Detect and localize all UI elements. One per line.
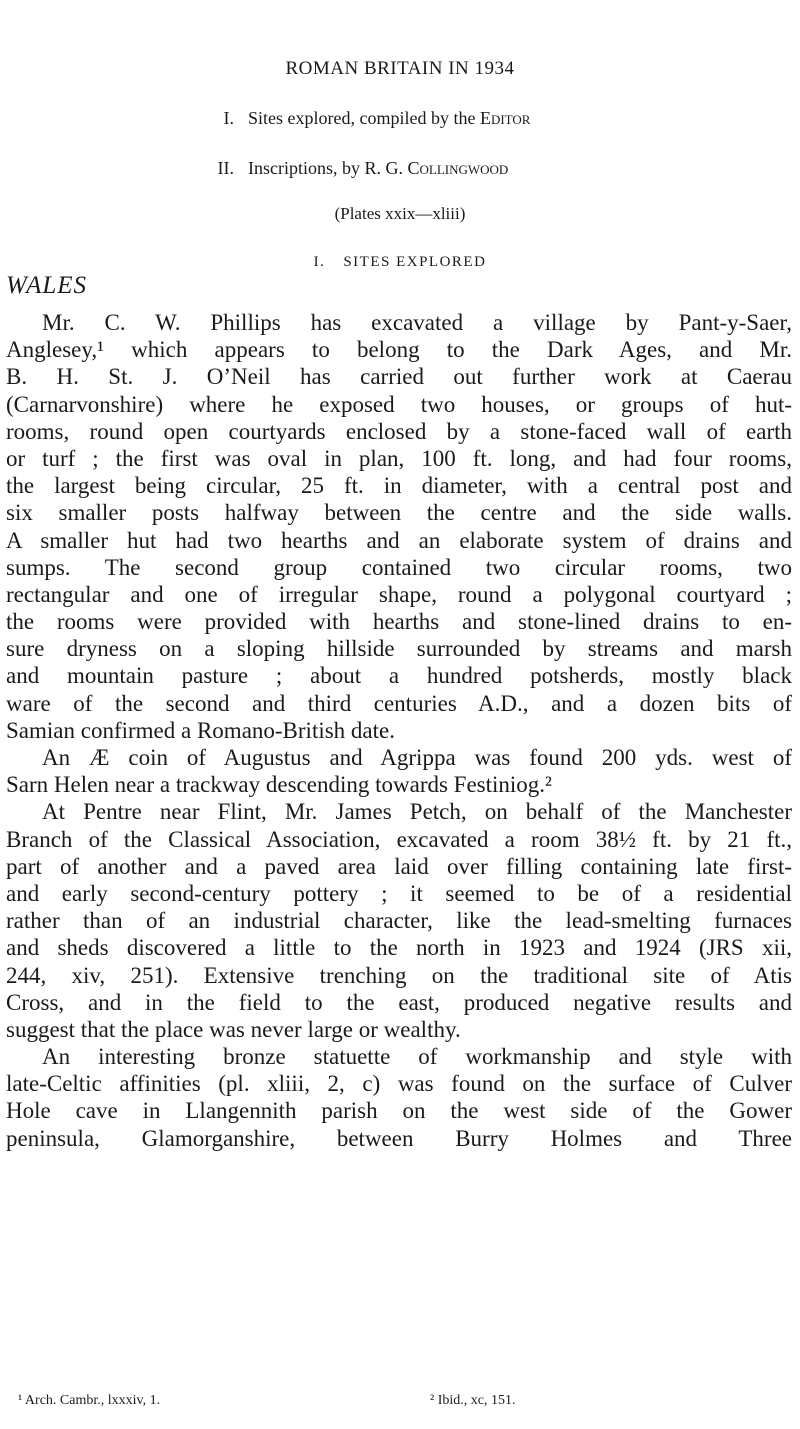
text-line: B. H. St. J. O’Neil has carried out further work at Caerau bbox=[6, 364, 792, 390]
page-title: ROMAN BRITAIN IN 1934 bbox=[285, 58, 515, 79]
contents-entry-number: I. bbox=[223, 108, 234, 128]
contents-entry-text: Sites explored, compiled by the bbox=[248, 108, 480, 128]
text-line: peninsula, Glamorganshire, between Burry Holmes and Three bbox=[6, 1125, 792, 1151]
text-line: A smaller hut had two hearths and an elaborate system of drains and bbox=[6, 527, 792, 553]
text-line: Anglesey,¹ which appears to belong to the Dark Ages, and Mr. bbox=[6, 337, 792, 363]
section-heading bbox=[0, 254, 800, 271]
footnote-2: ² Ibid., xc, 151. bbox=[430, 1393, 516, 1408]
text-line: rather than of an industrial character, like the lead-smelting furnaces bbox=[6, 908, 792, 934]
text-line: At Pentre near Flint, Mr. James Petch, on behalf of the Manchester bbox=[42, 799, 792, 825]
text-line: (Carnarvonshire) where he exposed two houses, or groups of hut- bbox=[6, 391, 792, 417]
contents-entry-sites-explored bbox=[196, 108, 530, 129]
region-heading: WALES bbox=[6, 272, 88, 299]
text-line: Samian confirmed a Romano-British date. bbox=[6, 717, 395, 743]
plates-reference: (Plates xxix—xliii) bbox=[334, 204, 466, 223]
contents-entry-text: Inscriptions, by R. G. bbox=[248, 158, 408, 178]
contents-entry-inscriptions bbox=[196, 158, 508, 179]
contents-entry-author: Collingwood bbox=[407, 158, 509, 178]
section-title: SITES EXPLORED bbox=[343, 254, 487, 270]
section-number: I. bbox=[313, 254, 326, 270]
text-line: the largest being circular, 25 ft. in diameter, with a central post and bbox=[6, 473, 792, 499]
contents-entry-author: Editor bbox=[479, 108, 531, 128]
text-line: sumps. The second group contained two circular rooms, two bbox=[6, 554, 792, 580]
text-line: 244, xiv, 251). Extensive trenching on the traditional site of Atis bbox=[6, 962, 792, 988]
footnotes bbox=[18, 1393, 798, 1409]
text-line: rooms, round open courtyards enclosed by a stone-faced wall of earth bbox=[6, 418, 792, 444]
text-line: six smaller posts halfway between the centre and the side walls. bbox=[6, 500, 792, 526]
text-line: An Æ coin of Augustus and Agrippa was found 200 yds. west of bbox=[42, 745, 792, 770]
text-line: Hole cave in Llangennith parish on the west side of the Gower bbox=[6, 1098, 792, 1124]
text-line: or turf ; the first was oval in plan, 100 ft. long, and had four rooms, bbox=[6, 445, 792, 471]
text-line: Branch of the Classical Association, excavated a room 38½ ft. by 21 ft., bbox=[6, 826, 792, 852]
text-line: Sarn Helen near a trackway descending towards Festiniog.² bbox=[6, 772, 552, 798]
body-text bbox=[6, 309, 792, 1152]
text-line: and sheds discovered a little to the north in 1923 and 1924 (JRS xii, bbox=[6, 935, 792, 961]
text-line: Mr. C. W. Phillips has excavated a village by Pant-y-Saer, bbox=[42, 310, 792, 335]
text-line: sure dryness on a sloping hillside surrounded by streams and marsh bbox=[6, 636, 792, 662]
text-line: suggest that the place was never large or wealthy. bbox=[6, 1016, 461, 1042]
text-line: the rooms were provided with hearths and stone-lined drains to en- bbox=[6, 609, 792, 635]
text-line: Cross, and in the field to the east, produced negative results and bbox=[6, 989, 792, 1015]
text-line: ware of the second and third centuries A.D., and a dozen bits of bbox=[6, 690, 792, 716]
text-line: part of another and a paved area laid over filling containing late first- bbox=[6, 853, 792, 879]
text-line: An interesting bronze statuette of workmanship and style with bbox=[42, 1044, 792, 1070]
text-line: and early second-century pottery ; it seemed to be of a residential bbox=[6, 880, 792, 906]
contents-entry-number: II. bbox=[217, 158, 234, 178]
text-line: and mountain pasture ; about a hundred potsherds, mostly black bbox=[6, 663, 792, 689]
text-line: late-Celtic affinities (pl. xliii, 2, c) was found on the surface of Culver bbox=[6, 1071, 792, 1097]
footnote-1: ¹ Arch. Cambr., lxxxiv, 1. bbox=[18, 1393, 161, 1408]
text-line: rectangular and one of irregular shape, round a polygonal courtyard ; bbox=[6, 581, 792, 607]
